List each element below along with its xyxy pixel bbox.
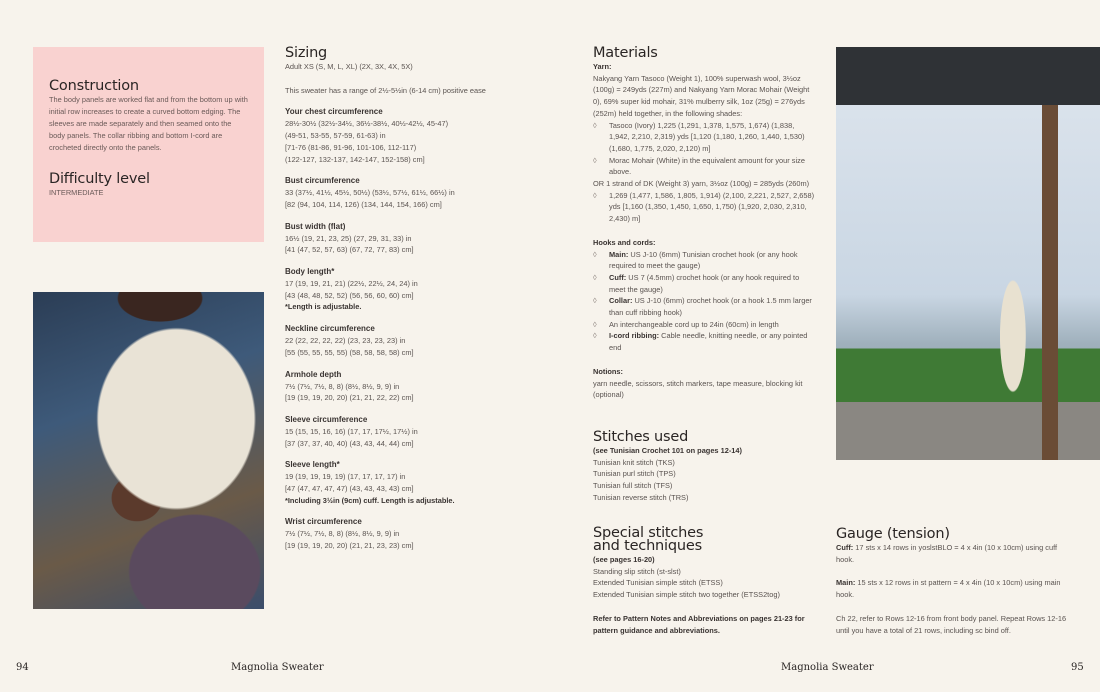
sizing-measurement: (122-127, 132-137, 142-147, 152-158) cm]: [285, 154, 425, 164]
sizing-measurement: [55 (55, 55, 55, 55) (58, 58, 58, 58) cm]: [285, 347, 414, 357]
sizes: Adult XS (S, M, L, XL) (2X, 3X, 4X, 5X): [285, 62, 413, 71]
stitches-heading: Stitches used: [593, 429, 689, 445]
sizing-section: [285, 106, 525, 165]
gauge-note: Ch 22, refer to Rows 12-16 from front body panel. Repeat Rows 12-16 until you have a total of 21 rows, including sc bind off.: [836, 613, 1067, 635]
hook-text: US 7 (4.5mm) crochet hook (or any hook required to meet the gauge): [609, 272, 800, 294]
hook-item: [593, 272, 815, 295]
sizing-section-title: Armhole depth: [285, 369, 342, 379]
sizing-section-title: Sleeve length*: [285, 460, 340, 470]
sizing-section-title: Bust circumference: [285, 176, 360, 186]
hook-item: [593, 249, 815, 272]
sizing-measurement: [41 (47, 52, 57, 63) (67, 72, 77, 83) cm]: [285, 245, 414, 255]
hook-text: US J-10 (6mm) Tunisian crochet hook (or any hook required to meet the gauge): [609, 249, 798, 271]
hook-label: Collar:: [609, 296, 633, 306]
yarn-text: Nakyang Yarn Tasoco (Weight 1), 100% superwash wool, 3½oz (100g) = 249yds (227m) and Nakyang Yarn Morac Mohair (Weight 0), 69% super kid mohair, 31% mulberry silk, 1oz (25g) = 276yds (252m) held together, in the following shades:: [593, 73, 810, 118]
sizing-measurement: [37 (37, 37, 40, 40) (43, 43, 44, 44) cm]: [285, 438, 414, 448]
sizing-sections: [285, 106, 525, 551]
sizing-section: [285, 414, 525, 449]
construction-box: [33, 47, 264, 242]
gauge-section: [836, 527, 1071, 636]
sizing-section: [285, 369, 525, 404]
running-title-left: Magnolia Sweater: [231, 662, 324, 673]
sizing-section: [285, 266, 525, 313]
hook-label: Cuff:: [609, 272, 627, 282]
page-number-right: 95: [1071, 662, 1084, 673]
special-heading-2: and techniques: [593, 538, 702, 554]
sizing-measurement: 16½ (19, 21, 23, 25) (27, 29, 31, 33) in: [285, 233, 412, 243]
difficulty-heading: Difficulty level: [49, 171, 150, 187]
sizing-section: [285, 323, 525, 358]
construction-text: The body panels are worked flat and from the bottom up with initial row increases to create a curved bottom edging. The sleeves are made separately and then seamed onto the body panels. The collar ribbing and bottom I-cord are crocheted directly onto the panels.: [49, 95, 248, 152]
sizing-section-title: Bust width (flat): [285, 221, 346, 231]
sizing-section-title: Body length*: [285, 267, 335, 277]
sizing-section: [285, 516, 525, 551]
sizing-measurement: 33 (37½, 41½, 45½, 50½) (53½, 57½, 61½, 66½) in: [285, 188, 455, 198]
sizing-measurement: 28½-30½ (32½-34½, 36½-38½, 40½-42½, 45-47): [285, 119, 449, 129]
sweater-closeup-photo: [33, 292, 264, 609]
sizing-measurement: [47 (47, 47, 47, 47) (43, 43, 43, 43) cm]: [285, 484, 414, 494]
gauge-main: 15 sts x 12 rows in st pattern = 4 x 4in (10 x 10cm) using main hook.: [836, 578, 1061, 600]
hooks-list: [593, 249, 815, 354]
sizing-section-title: Your chest circumference: [285, 107, 383, 117]
stitch-item: Tunisian purl stitch (TPS): [593, 469, 676, 479]
stitch-item: Tunisian knit stitch (TKS): [593, 457, 675, 467]
hook-item: [593, 295, 815, 318]
hook-text: An interchangeable cord up to 24in (60cm) in length: [609, 319, 779, 329]
hook-item: [593, 330, 815, 353]
sizing-measurement: [71-76 (81-86, 91-96, 101-106, 112-117): [285, 142, 417, 152]
difficulty-value: INTERMEDIATE: [49, 188, 104, 197]
sizing-measurement: [43 (48, 48, 52, 52) (56, 56, 60, 60) cm]: [285, 290, 414, 300]
sizing-section-title: Sleeve circumference: [285, 414, 368, 424]
hook-text: Cable needle, knitting needle, or any pointed end: [609, 331, 808, 353]
yarn-label: Yarn:: [593, 62, 612, 71]
sizing-measurement: [19 (19, 19, 20, 20) (21, 21, 22, 22) cm]: [285, 393, 414, 403]
sizing-section-title: Wrist circumference: [285, 517, 362, 527]
special-item: Extended Tunisian simple stitch (ETSS): [593, 578, 723, 588]
gauge-cuff: 17 sts x 14 rows in yoslstBLO = 4 x 4in (10 x 10cm) using cuff hook.: [836, 543, 1058, 564]
sizing-measurement: 17 (19, 19, 21, 21) (22½, 22½, 24, 24) in: [285, 279, 418, 289]
hook-text: US J-10 (6mm) crochet hook (or a hook 1.5 mm larger than cuff ribbing hook): [609, 296, 812, 318]
sizing-measurement: [82 (94, 104, 114, 126) (134, 144, 154, 166) cm]: [285, 199, 442, 209]
yarn-bullet: ◊ Morac Mohair (White) in the equivalent amount for your size above.: [593, 155, 815, 178]
refer-note: Refer to Pattern Notes and Abbreviations on pages 21-23 for pattern guidance and abbreviations.: [593, 613, 805, 635]
sizing-section: [285, 221, 525, 256]
gauge-cuff-label: Cuff:: [836, 543, 854, 552]
sizing-section: [285, 175, 525, 210]
special-item: Extended Tunisian simple stitch two together (ETSS2tog): [593, 590, 780, 600]
sizing-measurement: 15 (15, 15, 16, 16) (17, 17, 17½, 17½) in: [285, 426, 418, 436]
sizing-measurement: (49-51, 53-55, 57-59, 61-63) in: [285, 131, 386, 141]
gauge-main-label: Main:: [836, 578, 856, 588]
special-stitches-section: [593, 526, 815, 636]
special-ref: (see pages 16-20): [593, 555, 655, 564]
sizing-measurement: 7½ (7½, 7½, 8, 8) (8½, 8½, 9, 9) in: [285, 529, 400, 539]
sizing-section-title: Neckline circumference: [285, 324, 375, 334]
sizing-measurement: 22 (22, 22, 22, 22) (23, 23, 23, 23) in: [285, 336, 406, 346]
special-item: Standing slip stitch (st-slst): [593, 566, 681, 576]
alt-yarn-text: OR 1 strand of DK (Weight 3) yarn, 3½oz (100g) = 285yds (260m): [593, 179, 810, 189]
notions-text: yarn needle, scissors, stitch markers, tape measure, blocking kit (optional): [593, 378, 803, 400]
stitch-item: Tunisian reverse stitch (TRS): [593, 492, 689, 502]
gauge-heading: Gauge (tension): [836, 526, 950, 542]
stitches-section: [593, 430, 815, 504]
hook-item: [593, 319, 815, 331]
sizing-section: [285, 459, 525, 506]
materials-heading: Materials: [593, 45, 658, 61]
sizing-measurement: 19 (19, 19, 19, 19) (17, 17, 17, 17) in: [285, 472, 406, 482]
construction-heading: Construction: [49, 78, 139, 94]
stitches-ref: (see Tunisian Crochet 101 on pages 12-14): [593, 446, 742, 455]
running-title-right: Magnolia Sweater: [781, 662, 874, 673]
sizing-note: *Length is adjustable.: [285, 302, 362, 312]
alt-yarn-bullet: ◊ 1,269 (1,477, 1,586, 1,805, 1,914) (2,100, 2,221, 2,527, 2,658) yds [1,160 (1,350, 1,450, 1,650, 1,750) (1,920, 2,030, 2,310, 2,430) m]: [593, 190, 815, 225]
page-number-left: 94: [16, 662, 29, 673]
special-heading-1: Special stitches: [593, 525, 704, 541]
sizing-note: *Including 3½in (9cm) cuff. Length is adjustable.: [285, 495, 455, 505]
notions-label: Notions:: [593, 366, 623, 376]
sizing-column: [285, 46, 525, 562]
materials-column: [593, 46, 815, 401]
sizing-heading: Sizing: [285, 45, 328, 61]
sizing-measurement: 7½ (7½, 7½, 8, 8) (8½, 8½, 9, 9) in: [285, 381, 400, 391]
ease: This sweater has a range of 2½-5½in (6-14 cm) positive ease: [285, 85, 486, 95]
yarn-bullet: ◊ Tasoco (Ivory) 1,225 (1,291, 1,378, 1,575, 1,674) (1,838, 1,942, 2,210, 2,319) yds [1,120 (1,180, 1,260, 1,440, 1,530) (1,680, 1,775, 2,020, 2,120) m]: [593, 120, 815, 155]
hook-label: Main:: [609, 249, 629, 259]
model-outdoor-photo: [836, 47, 1100, 460]
hook-label: I-cord ribbing:: [609, 331, 660, 341]
sizing-measurement: [19 (19, 19, 20, 20) (21, 21, 23, 23) cm]: [285, 541, 414, 551]
stitch-item: Tunisian full stitch (TFS): [593, 481, 673, 491]
hooks-label: Hooks and cords:: [593, 237, 656, 247]
